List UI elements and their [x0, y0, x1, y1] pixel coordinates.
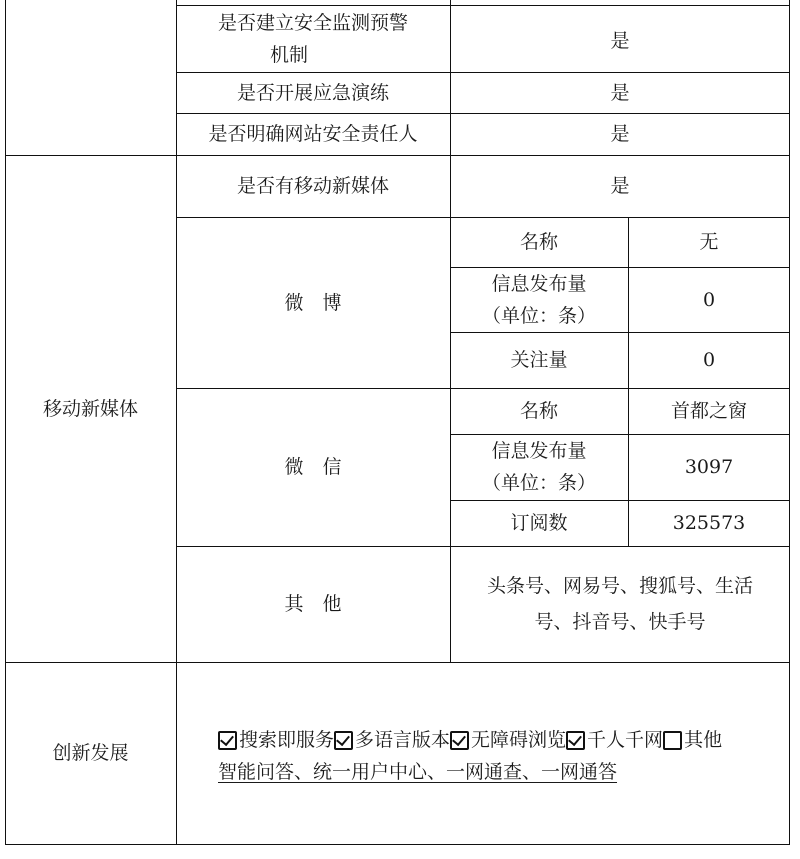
- monitoring-label-line1: 是否建立安全监测预警: [217, 12, 408, 34]
- mobile-section-label: 移动新媒体: [42, 398, 138, 420]
- option-label: 其他: [684, 729, 723, 751]
- other-media-value: [450, 546, 790, 662]
- drill-value: 是: [610, 82, 630, 104]
- wechat-posts-label: [450, 434, 628, 500]
- table-border: [5, 844, 790, 845]
- weibo-name-label: 名称: [519, 231, 558, 253]
- wechat-subscribers-value: 325573: [672, 512, 746, 534]
- wechat-posts-value: 3097: [684, 456, 734, 478]
- weibo-posts-label-line2: （单位：条）: [481, 304, 596, 327]
- option-label: 千人千网: [587, 729, 664, 751]
- wechat-subscribers-label: 订阅数: [510, 512, 568, 534]
- weibo-posts-label: [450, 267, 628, 332]
- wechat-posts-label-line2: （单位：条）: [481, 472, 596, 494]
- other-media-value-line2: 号、抖音号、快手号: [534, 611, 706, 633]
- wechat-label: 微 信: [284, 456, 342, 478]
- monitoring-value: 是: [610, 30, 630, 52]
- checkbox-checked-icon: [334, 731, 353, 750]
- responsible-label: 是否明确网站安全责任人: [208, 123, 418, 145]
- weibo-name-value: 无: [699, 231, 719, 253]
- weibo-followers-value: 0: [702, 349, 716, 371]
- monitoring-label: [176, 5, 450, 73]
- option-label: 无障碍浏览: [471, 729, 567, 751]
- innovation-options: [218, 724, 798, 788]
- responsible-value: 是: [610, 123, 630, 145]
- option-label: 多语言版本: [355, 729, 451, 751]
- other-media-label: 其 他: [284, 593, 342, 615]
- checkbox-checked-icon: [566, 731, 585, 750]
- checkbox-checked-icon: [450, 731, 469, 750]
- wechat-name-value: 首都之窗: [670, 400, 747, 422]
- checkbox-unchecked-icon: [663, 731, 682, 750]
- innovation-section-label: 创新发展: [52, 742, 129, 764]
- weibo-label: 微 博: [284, 291, 342, 314]
- innovation-option-list: [218, 724, 798, 756]
- wechat-posts-label-line1: 信息发布量: [491, 440, 587, 462]
- has-media-value: 是: [610, 175, 630, 197]
- innovation-other-text: 智能问答、统一用户中心、一网通查、一网通答: [218, 761, 618, 783]
- drill-label: 是否开展应急演练: [236, 82, 389, 104]
- checkbox-checked-icon: [218, 731, 237, 750]
- other-media-value-line1: 头条号、网易号、搜狐号、生活: [486, 575, 753, 597]
- weibo-posts-value: 0: [702, 288, 716, 311]
- weibo-followers-label: 关注量: [510, 349, 568, 371]
- option-label: 搜索即服务: [239, 729, 335, 751]
- monitoring-label-line2: 机制: [270, 44, 309, 66]
- weibo-posts-label-line1: 信息发布量: [491, 272, 587, 295]
- wechat-name-label: 名称: [519, 400, 558, 422]
- has-media-label: 是否有移动新媒体: [236, 175, 389, 197]
